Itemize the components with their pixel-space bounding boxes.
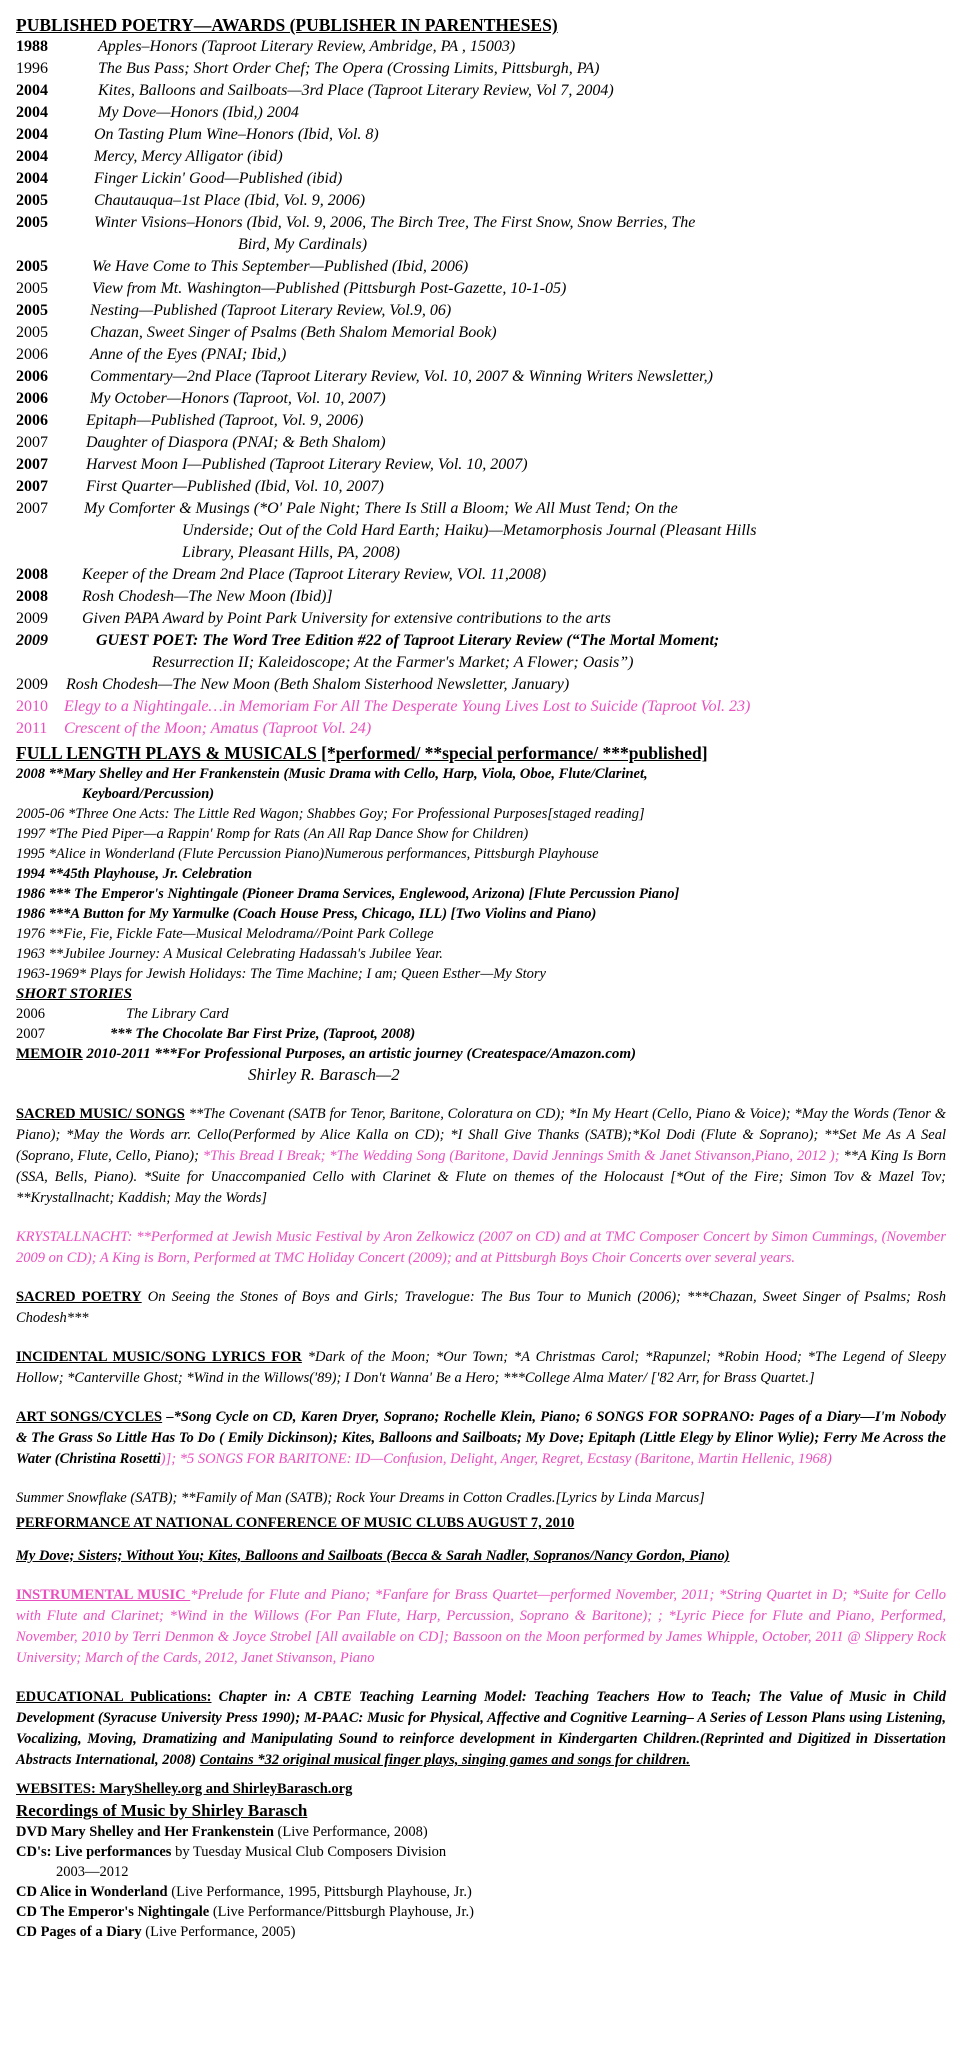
award-year: 2009 (16, 632, 48, 649)
incidental-text: *Dark of the Moon; *Our Town; *A Christmas Carol; *Rapunzel; *Robin Hood; *The Legend of Sleepy Hollow; *Canterville Ghost; *Wind in the Willows('89); I Don't Wanna' Be a Hero; ***College Alma Mater/ ['82 Arr, for Brass Quartet.] (16, 1349, 946, 1386)
recording-entry (56, 1862, 946, 1882)
award-text: Chazan, Sweet Singer of Psalms (Beth Shalom Memorial Book) (90, 324, 497, 341)
award-year: 2008 (16, 566, 48, 583)
play-entry: 1995 *Alice in Wonderland (Flute Percussion Piano)Numerous performances, Pittsburgh Playhouse (16, 846, 599, 862)
award-year: 2008 (16, 588, 48, 605)
instrumental-text: *Prelude for Flute and Piano; *Fanfare for Brass Quartet—performed November, 2011; *String Quartet in D; *Suite for Cello with Flute and Clarinet; *Wind in the Willows (For Pan Flute, Harp, Percussion, Soprano & Baritone); ; *Lyric Piece for Flute and Piano, Performed, November, 2010 by Terri Denmon & Joyce Strobel [All available on CD]; Bassoon on the Moon performed by James Whipple, October, 2011 @ Slippery Rock University; March of the Cards, 2012, Janet Stivanson, Piano (16, 1587, 946, 1666)
award-year (16, 542, 98, 564)
award-year: 2007 (16, 478, 48, 495)
award-text: Epitaph—Published (Taproot, Vol. 9, 2006) (86, 412, 364, 429)
award-entry (16, 388, 946, 410)
award-text: Rosh Chodesh—The New Moon (Ibid)] (82, 588, 333, 605)
award-text: We Have Come to This September—Published (Ibid, 2006) (92, 258, 469, 275)
art-songs-pink: )]; *5 SONGS FOR BARITONE: ID—Confusion, Delight, Anger, Regret, Ecstasy (Baritone, Martin Hellenic, 1968) (160, 1451, 832, 1467)
award-text: GUEST POET: The Word Tree Edition #22 of Taproot Literary Review (“The Mortal Moment; (96, 632, 720, 649)
play-entry: 1994 **45th Playhouse, Jr. Celebration (16, 866, 253, 882)
award-year: 2005 (16, 214, 48, 231)
award-year: 2005 (16, 258, 48, 275)
recordings-list (16, 1822, 946, 1942)
memoir-text: 2010-2011 ***For Professional Purposes, an artistic journey (Createspace/Amazon.com) (82, 1046, 637, 1062)
award-year: 2006 (16, 412, 48, 429)
play-entry: 1976 **Fie, Fie, Fickle Fate—Musical Melodrama//Point Park College (16, 926, 434, 942)
instrumental-music (16, 1585, 946, 1669)
award-year: 2004 (16, 148, 48, 165)
recording-detail: (Live Performance/Pittsburgh Playhouse, Jr.) (209, 1904, 474, 1920)
short-stories-heading: SHORT STORIES (16, 986, 133, 1002)
award-entry (16, 696, 946, 718)
award-year: 2006 (16, 390, 48, 407)
memoir-label: MEMOIR (16, 1046, 83, 1062)
art-songs (16, 1407, 946, 1470)
award-year: 2007 (16, 456, 48, 473)
award-entry (16, 564, 946, 586)
award-text: Crescent of the Moon; Amatus (Taproot Vol. 24) (64, 720, 372, 737)
educational-publications (16, 1687, 946, 1771)
sacred-music-text-2: **A King Is Born (SSA, Bells, Piano). *Suite for Unaccompanied Cello with Clarinet & Flute on themes of the Holocaust [*Out of the Fire; Simon Tov & Mazel Tov; **Krystallnacht; Kaddish; May the Words] (16, 1148, 946, 1206)
sacred-music-text: **The Covenant (SATB for Tenor, Baritone, Coloratura on CD); *In My Heart (Cello, Piano & Voice); *May the Words (Tenor & Piano); *May the Words arr. Cello(Performed by Alice Kalla on CD); *I Shall Give Thanks (SATB);*Kol Dodi (Flute & Soprano); **Set Me As A Seal (Soprano, Flute, Cello, Piano); (16, 1106, 946, 1164)
incidental-heading: INCIDENTAL MUSIC/SONG LYRICS FOR (16, 1349, 302, 1365)
award-entry (16, 300, 946, 322)
award-entry (16, 256, 946, 278)
krystallnacht-paragraph: KRYSTALLNACHT: **Performed at Jewish Music Festival by Aron Zelkowicz (2007 on CD) and at TMC Composer Concert by Simon Cummings, (November 2009 on CD); A King is Born, Performed at TMC Holiday Concert (2009); and at Pittsburgh Boys Choir Concerts over several years. (16, 1229, 946, 1266)
award-entry (16, 58, 946, 80)
award-text: My Dove—Honors (Ibid,) 2004 (98, 104, 299, 121)
short-stories-list (16, 1004, 946, 1044)
award-entry (16, 322, 946, 344)
summer-snowflake: Summer Snowflake (SATB); **Family of Man (SATB); Rock Your Dreams in Cotton Cradles.[Lyrics by Linda Marcus] (16, 1490, 705, 1506)
incidental-music (16, 1347, 946, 1389)
award-year: 2009 (16, 676, 48, 693)
recording-detail: (Live Performance, 2008) (273, 1824, 428, 1840)
story-year: 2006 (16, 1006, 45, 1022)
award-entry (16, 146, 946, 168)
recording-title: CD Pages of a Diary (16, 1924, 142, 1940)
award-entry (16, 630, 946, 652)
sacred-poetry-heading: SACRED POETRY (16, 1289, 142, 1305)
award-year (16, 234, 98, 256)
story-title: The Library Card (126, 1006, 229, 1022)
recording-title: CD's: Live performances (16, 1844, 172, 1860)
award-year: 1988 (16, 38, 48, 55)
resume-page (16, 14, 946, 1942)
award-text: Elegy to a Nightingale…in Memoriam For All The Desperate Young Lives Lost to Suicide (Taproot Vol. 23) (64, 698, 751, 715)
recording-title: DVD Mary Shelley and Her Frankenstein (16, 1824, 274, 1840)
award-text: Resurrection II; Kaleidoscope; At the Farmer's Market; A Flower; Oasis”) (152, 654, 634, 671)
award-entry (16, 718, 946, 740)
award-entry (16, 124, 946, 146)
award-text: First Quarter—Published (Ibid, Vol. 10, 2007) (86, 478, 384, 495)
award-year: 2007 (16, 500, 48, 517)
award-year (16, 652, 98, 674)
award-year: 2006 (16, 368, 48, 385)
play-entry: Keyboard/Percussion) (82, 786, 215, 802)
award-text: Bird, My Cardinals) (238, 236, 368, 253)
award-entry (16, 410, 946, 432)
recording-detail: (Live Performance, 2005) (141, 1924, 296, 1940)
award-entry (16, 652, 946, 674)
award-text: Winter Visions–Honors (Ibid, Vol. 9, 2006, The Birch Tree, The First Snow, Snow Berries, The (94, 214, 696, 231)
recording-entry (16, 1902, 946, 1922)
art-songs-heading: ART SONGS/CYCLES (16, 1409, 163, 1425)
play-entry: 1986 *** The Emperor's Nightingale (Pioneer Drama Services, Englewood, Arizona) [Flute Percussion Piano] (16, 886, 680, 902)
award-entry (16, 454, 946, 476)
award-text: On Tasting Plum Wine–Honors (Ibid, Vol. 8) (94, 126, 379, 143)
sacred-poetry-text: On Seeing the Stones of Boys and Girls; Travelogue: The Bus Tour to Munich (2006); ***Chazan, Sweet Singer of Psalms; Rosh Chodesh*** (16, 1289, 946, 1326)
sacred-music-pink: *This Bread I Break; *The Wedding Song (Baritone, David Jennings Smith & Janet Stivanson,Piano, 2012 ); (202, 1148, 844, 1164)
award-text: Finger Lickin' Good—Published (ibid) (94, 170, 343, 187)
award-entry (16, 542, 946, 564)
award-text: Library, Pleasant Hills, PA, 2008) (182, 544, 400, 561)
recording-detail: (Live Performance, 1995, Pittsburgh Playhouse, Jr.) (167, 1884, 472, 1900)
award-year (16, 520, 98, 542)
award-entry (16, 344, 946, 366)
recording-entry (16, 1882, 946, 1902)
recording-title: CD Alice in Wonderland (16, 1884, 168, 1900)
story-title: *** The Chocolate Bar First Prize, (Taproot, 2008) (110, 1026, 416, 1042)
award-year: 2007 (16, 434, 48, 451)
recording-entry (16, 1922, 946, 1942)
award-text: Given PAPA Award by Point Park University for extensive contributions to the arts (82, 610, 611, 627)
recording-entry (16, 1822, 946, 1842)
award-year: 1996 (16, 60, 48, 77)
story-entry (16, 1004, 946, 1024)
award-text: My Comforter & Musings (*O' Pale Night; There Is Still a Bloom; We All Must Tend; On the (84, 500, 678, 517)
play-entry: 1963-1969* Plays for Jewish Holidays: The Time Machine; I am; Queen Esther—My Story (16, 966, 546, 982)
play-entry: 1986 ***A Button for My Yarmulke (Coach House Press, Chicago, ILL) [Two Violins and Piano) (16, 906, 597, 922)
award-text: Daughter of Diaspora (PNAI; & Beth Shalom) (86, 434, 386, 451)
award-year: 2005 (16, 280, 48, 297)
award-text: Commentary—2nd Place (Taproot Literary Review, Vol. 10, 2007 & Winning Writers Newsletter,) (90, 368, 713, 385)
award-text: Mercy, Mercy Alligator (ibid) (94, 148, 283, 165)
award-entry (16, 190, 946, 212)
award-entry (16, 80, 946, 102)
award-entry (16, 212, 946, 234)
awards-heading: PUBLISHED POETRY—AWARDS (PUBLISHER IN PARENTHESES) (16, 15, 558, 35)
award-year: 2010 (16, 698, 48, 715)
educational-text: Chapter in: A CBTE Teaching Learning Model: Teaching Teachers How to Teach; The Value of Music in Child Development (Syracuse University Press 1990); M-PAAC: Music for Physical, Affective and Cognitive Learning– A Series of Lesson Plans using Listening, Vocalizing, Moving, Dramatizing and Manipulating Sound to reinforce development in Kindergarten Children.(Reprinted and Digitized in Dissertation Abstracts International, 2008) (16, 1689, 946, 1768)
award-year: 2005 (16, 302, 48, 319)
award-entry (16, 168, 946, 190)
award-entry (16, 674, 946, 696)
performance-text: My Dove; Sisters; Without You; Kites, Balloons and Sailboats (Becca & Sarah Nadler, Sopranos/Nancy Gordon, Piano) (16, 1548, 730, 1564)
award-entry (16, 586, 946, 608)
recordings-heading: Recordings of Music by Shirley Barasch (16, 1801, 308, 1820)
award-text: Kites, Balloons and Sailboats—3rd Place (Taproot Literary Review, Vol 7, 2004) (98, 82, 614, 99)
award-text: Rosh Chodesh—The New Moon (Beth Shalom Sisterhood Newsletter, January) (66, 676, 570, 693)
art-songs-text: –*Song Cycle on CD, Karen Dryer, Soprano; Rochelle Klein, Piano; 6 SONGS FOR SOPRANO: Pages of a Diary—I'm Nobody & The Grass So Little Has To Do ( Emily Dickinson); Kites, Balloons and Sailboats; My Dove; Epitaph (Little Elegy by Elinor Wylie); Ferry Me Across the Water (Christina Rosetti (16, 1409, 946, 1467)
educational-heading: EDUCATIONAL Publications: (16, 1689, 212, 1705)
play-entry: 2008 **Mary Shelley and Her Frankenstein (Music Drama with Cello, Harp, Viola, Oboe, Flute/Clarinet, (16, 766, 648, 782)
play-entry: 1963 **Jubilee Journey: A Musical Celebrating Hadassah's Jubilee Year. (16, 946, 443, 962)
performance-heading: PERFORMANCE AT NATIONAL CONFERENCE OF MUSIC CLUBS AUGUST 7, 2010 (16, 1515, 575, 1531)
award-text: View from Mt. Washington—Published (Pittsburgh Post-Gazette, 10-1-05) (92, 280, 567, 297)
award-year: 2009 (16, 610, 48, 627)
award-entry (16, 432, 946, 454)
award-text: Apples–Honors (Taproot Literary Review, Ambridge, PA , 15003) (98, 38, 516, 55)
sacred-music-heading: SACRED MUSIC/ SONGS (16, 1106, 185, 1122)
award-entry (16, 520, 946, 542)
sacred-music (16, 1104, 946, 1209)
award-entry (16, 36, 946, 58)
award-entry (16, 476, 946, 498)
recording-detail: 2003—2012 (56, 1864, 129, 1880)
award-year: 2004 (16, 82, 48, 99)
award-year: 2004 (16, 104, 48, 121)
award-year: 2004 (16, 126, 48, 143)
award-text: Anne of the Eyes (PNAI; Ibid,) (90, 346, 287, 363)
awards-list (16, 36, 946, 740)
award-entry (16, 278, 946, 300)
award-entry (16, 608, 946, 630)
award-text: My October—Honors (Taproot, Vol. 10, 2007) (90, 390, 386, 407)
award-entry (16, 498, 946, 520)
award-entry (16, 366, 946, 388)
award-text: Harvest Moon I—Published (Taproot Literary Review, Vol. 10, 2007) (86, 456, 528, 473)
memoir-line (16, 1044, 946, 1064)
sacred-poetry (16, 1287, 946, 1329)
award-year: 2004 (16, 170, 48, 187)
award-text: The Bus Pass; Short Order Chef; The Opera (Crossing Limits, Pittsburgh, PA) (98, 60, 600, 77)
award-year: 2011 (16, 720, 48, 737)
award-entry (16, 234, 946, 256)
page-header: Shirley R. Barasch—2 (248, 1065, 400, 1084)
award-year: 2005 (16, 192, 48, 209)
recording-entry (16, 1842, 946, 1862)
play-entry: 2005-06 *Three One Acts: The Little Red Wagon; Shabbes Goy; For Professional Purposes[staged reading] (16, 806, 645, 822)
award-text: Keeper of the Dream 2nd Place (Taproot Literary Review, VOl. 11,2008) (82, 566, 547, 583)
plays-heading: FULL LENGTH PLAYS & MUSICALS [*performed/ **special performance/ ***published] (16, 743, 708, 763)
story-year: 2007 (16, 1026, 45, 1042)
award-text: Underside; Out of the Cold Hard Earth; Haiku)—Metamorphosis Journal (Pleasant Hills (182, 522, 757, 539)
websites-line: WEBSITES: MaryShelley.org and ShirleyBarasch.org (16, 1781, 353, 1797)
award-year: 2005 (16, 324, 48, 341)
recording-detail: by Tuesday Musical Club Composers Division (171, 1844, 447, 1860)
plays-list (16, 764, 946, 984)
award-entry (16, 102, 946, 124)
recording-title: CD The Emperor's Nightingale (16, 1904, 210, 1920)
educational-contains: Contains *32 original musical finger plays, singing games and songs for children. (199, 1752, 690, 1768)
award-text: Chautauqua–1st Place (Ibid, Vol. 9, 2006) (94, 192, 366, 209)
instrumental-heading: INSTRUMENTAL MUSIC (16, 1587, 191, 1603)
award-year: 2006 (16, 346, 48, 363)
play-entry: 1997 *The Pied Piper—a Rappin' Romp for Rats (An All Rap Dance Show for Children) (16, 826, 529, 842)
award-text: Nesting—Published (Taproot Literary Review, Vol.9, 06) (90, 302, 452, 319)
story-entry (16, 1024, 946, 1044)
